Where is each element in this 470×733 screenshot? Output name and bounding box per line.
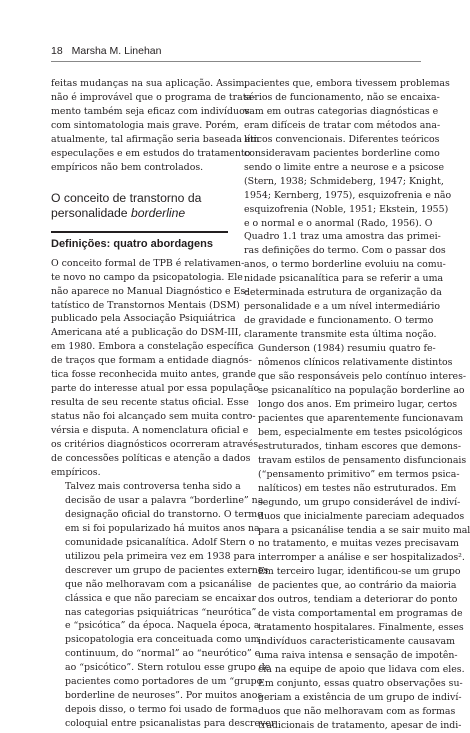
- section-title: [51, 191, 228, 221]
- text-line: status não foi alcançado sem muita contro-: [51, 411, 256, 423]
- text-line: (Stern, 1938; Schmideberg, 1947; Knight,: [244, 175, 444, 187]
- section-title-italic: borderline: [130, 205, 186, 220]
- text-line: Americana até a publicação do DSM-III,: [51, 327, 242, 339]
- text-line: com sintomatologia mais grave. Porém,: [51, 119, 239, 131]
- text-line: depois disso, o termo foi usado de forma: [65, 704, 258, 716]
- running-header: [51, 45, 421, 57]
- text-line: sendo o limite entre a neurose e a psicose: [244, 161, 445, 173]
- text-line: vam em outras categorias diagnósticas e: [244, 105, 439, 117]
- text-line: estruturados, tinham escores que demons-: [258, 440, 461, 452]
- text-line: de pacientes que, ao contrário da maioria: [258, 580, 457, 592]
- text-line: para a psicanálise tendia a se sair muito mal: [258, 524, 470, 536]
- paragraph: [51, 480, 276, 731]
- text-line: não aparece no Manual Diagnóstico e Es-: [51, 285, 249, 297]
- text-line: sérios de funcionamento, não se encaixa-: [244, 91, 440, 103]
- text-line: longo dos anos. Em primeiro lugar, certos: [258, 398, 458, 410]
- text-line: nômenos clínicos relativamente distintos: [258, 357, 453, 369]
- text-line: psicopatologia era conceituada como um: [65, 634, 260, 646]
- text-line: duos que inicialmente pareciam adequados: [258, 510, 465, 522]
- text-line: te novo no campo da psicopatologia. Ele: [51, 271, 243, 283]
- text-line: publicado pela Associação Psiquiátrica: [51, 313, 236, 325]
- text-line: comunidade psicanalítica. Adolf Stern o: [65, 536, 255, 548]
- section-title-line: [51, 206, 228, 221]
- text-line: anos, o termo borderline evoluiu na comu-: [244, 259, 446, 271]
- text-line: de traços que formam a entidade diagnós-: [51, 355, 252, 367]
- text-line: Em conjunto, essas quatro observações su-: [258, 677, 463, 689]
- text-line: tradicionais de tratamento, apesar de indi-: [258, 719, 462, 731]
- right-column: [244, 77, 470, 733]
- text-line: uma raiva intensa e sensação de impotên-: [258, 650, 458, 662]
- text-line: pacientes que aparentemente funcionavam: [258, 412, 464, 424]
- text-line: de concessões políticas e atenção a dados: [51, 453, 251, 465]
- text-line: resulta de seu recente status oficial. Esse: [51, 397, 249, 409]
- left-column: [51, 77, 276, 731]
- text-line: tratamento hospitalares. Finalmente, esses: [258, 622, 464, 634]
- paragraph: [51, 257, 260, 480]
- text-line: não é improvável que o programa de trata-: [51, 91, 256, 103]
- text-line: Em terceiro lugar, identificou-se um grupo: [258, 566, 461, 578]
- text-line: no tratamento, e muitas vezes precisavam: [258, 538, 459, 550]
- text-line: pacientes que, embora tivessem problemas: [244, 78, 450, 89]
- paragraph-continuation: [51, 77, 260, 175]
- text-line: e o normal e o anormal (Rado, 1956). O: [244, 217, 433, 229]
- text-line: esquizofrenia (Noble, 1951; Ekstein, 1955): [244, 203, 449, 215]
- text-line: em 1980. Embora a constelação específica: [51, 341, 254, 353]
- text-line: cia na equipe de apoio que lidava com eles.: [258, 664, 465, 676]
- text-line: descrever um grupo de pacientes externos: [65, 564, 269, 576]
- page-number: 18: [51, 45, 63, 57]
- text-line: Quadro 1.1 traz uma amostra das primei-: [244, 231, 441, 243]
- text-line: feitas mudanças na sua aplicação. Assim,: [51, 78, 248, 89]
- text-line: tica fosse reconhecida muito antes, grande: [51, 369, 256, 381]
- text-line: de vista comportamental em programas de: [258, 608, 463, 620]
- header-rule: [51, 61, 421, 62]
- text-line: claramente transmite esta última noção.: [244, 329, 437, 341]
- text-line: decisão de usar a palavra “borderline” na: [65, 494, 264, 506]
- text-line: consideravam pacientes borderline como: [244, 147, 440, 159]
- text-line: indivíduos caracteristicamente causavam: [258, 636, 456, 648]
- text-line: empíricos não bem controlados.: [51, 161, 204, 173]
- text-line: O conceito formal de TPB é relativamen-: [51, 257, 245, 269]
- text-line: travam estilos de pensamento disfuncionais: [258, 454, 467, 466]
- text-line: Gunderson (1984) resumiu quatro fe-: [258, 343, 436, 355]
- text-line: os critérios diagnósticos ocorreram através: [51, 439, 259, 451]
- author-name: Marsha M. Linehan: [71, 45, 162, 57]
- text-line: (“pensamento primitivo” em termos psica-: [258, 468, 460, 480]
- text-line: ao “psicótico”. Stern rotulou esse grupo de: [65, 662, 271, 674]
- text-line: tatístico de Transtornos Mentais (DSM): [51, 299, 240, 311]
- text-line: que são responsáveis pelo contínuo interes-: [258, 371, 467, 383]
- text-line: nalíticos) em testes não estruturados. Em: [258, 482, 457, 494]
- text-line: em si foi popularizado há muitos anos na: [65, 522, 260, 534]
- text-line: segundo, um grupo considerável de indiví-: [258, 496, 461, 508]
- section-title-text: personalidade: [51, 205, 128, 220]
- text-line: atualmente, tal afirmação seria baseada em: [51, 133, 260, 145]
- text-line: vérsia e disputa. A nomenclatura oficial e: [51, 425, 249, 437]
- text-line: borderline de neuroses”. Por muitos anos: [65, 690, 263, 702]
- text-line: parte do interesse atual por essa população: [51, 383, 260, 395]
- paragraph: [244, 342, 470, 733]
- text-line: de gravidade e funcionamento. O termo: [244, 315, 434, 327]
- text-line: que não melhoravam com a psicanálise: [65, 578, 252, 590]
- text-line: personalidade e a um nível intermediário: [244, 301, 441, 313]
- paragraph-continuation: [244, 77, 452, 342]
- text-line: duos que não melhoravam com as formas: [258, 705, 456, 717]
- text-line: especulações e em estudos do tratamento: [51, 147, 251, 159]
- text-line: ras definições do termo. Com o passar dos: [244, 245, 446, 257]
- text-line: coloquial entre psicanalistas para descrever: [65, 718, 276, 730]
- text-line: continuum, do “normal” ao “neurótico” e: [65, 648, 261, 660]
- text-line: mento também seja eficaz com indivíduos: [51, 105, 250, 117]
- text-line: 1954; Kernberg, 1975), esquizofrenia e não: [244, 189, 452, 201]
- text-line: pacientes como portadores de um “grupo: [65, 676, 263, 688]
- text-line: Talvez mais controversa tenha sido a: [65, 480, 241, 492]
- text-line: determinada estrutura de organização da: [244, 287, 442, 299]
- text-line: dos outros, tendiam a deteriorar do ponto: [258, 594, 458, 606]
- text-line: e “psicótica” da época. Naquela época, a: [65, 620, 260, 632]
- text-line: eram difíceis de tratar com métodos ana-: [244, 119, 441, 131]
- section-title-line: O conceito de transtorno da: [51, 190, 202, 205]
- text-line: utilizou pela primeira vez em 1938 para: [65, 550, 256, 562]
- subsection-title: Definições: quatro abordagens: [51, 237, 213, 250]
- text-line: nidade psicanalítica para se referir a uma: [244, 273, 444, 285]
- text-line: bem, especialmente em testes psicológicos: [258, 426, 463, 438]
- text-line: líticos convencionais. Diferentes teóricos: [244, 133, 440, 145]
- text-line: designação oficial do transtorno. O termo: [65, 508, 263, 520]
- text-line: empíricos.: [51, 466, 101, 478]
- text-line: clássica e que não pareciam se encaixar: [65, 592, 257, 604]
- text-line: geriam a existência de um grupo de indiví-: [258, 691, 462, 703]
- text-line: se psicanalítico na população borderline ao: [258, 384, 465, 396]
- text-line: interromper a análise e ser hospitalizados².: [258, 552, 465, 564]
- subsection-rule: [51, 231, 228, 233]
- text-line: nas categorias psiquiátricas “neurótica”: [65, 606, 257, 618]
